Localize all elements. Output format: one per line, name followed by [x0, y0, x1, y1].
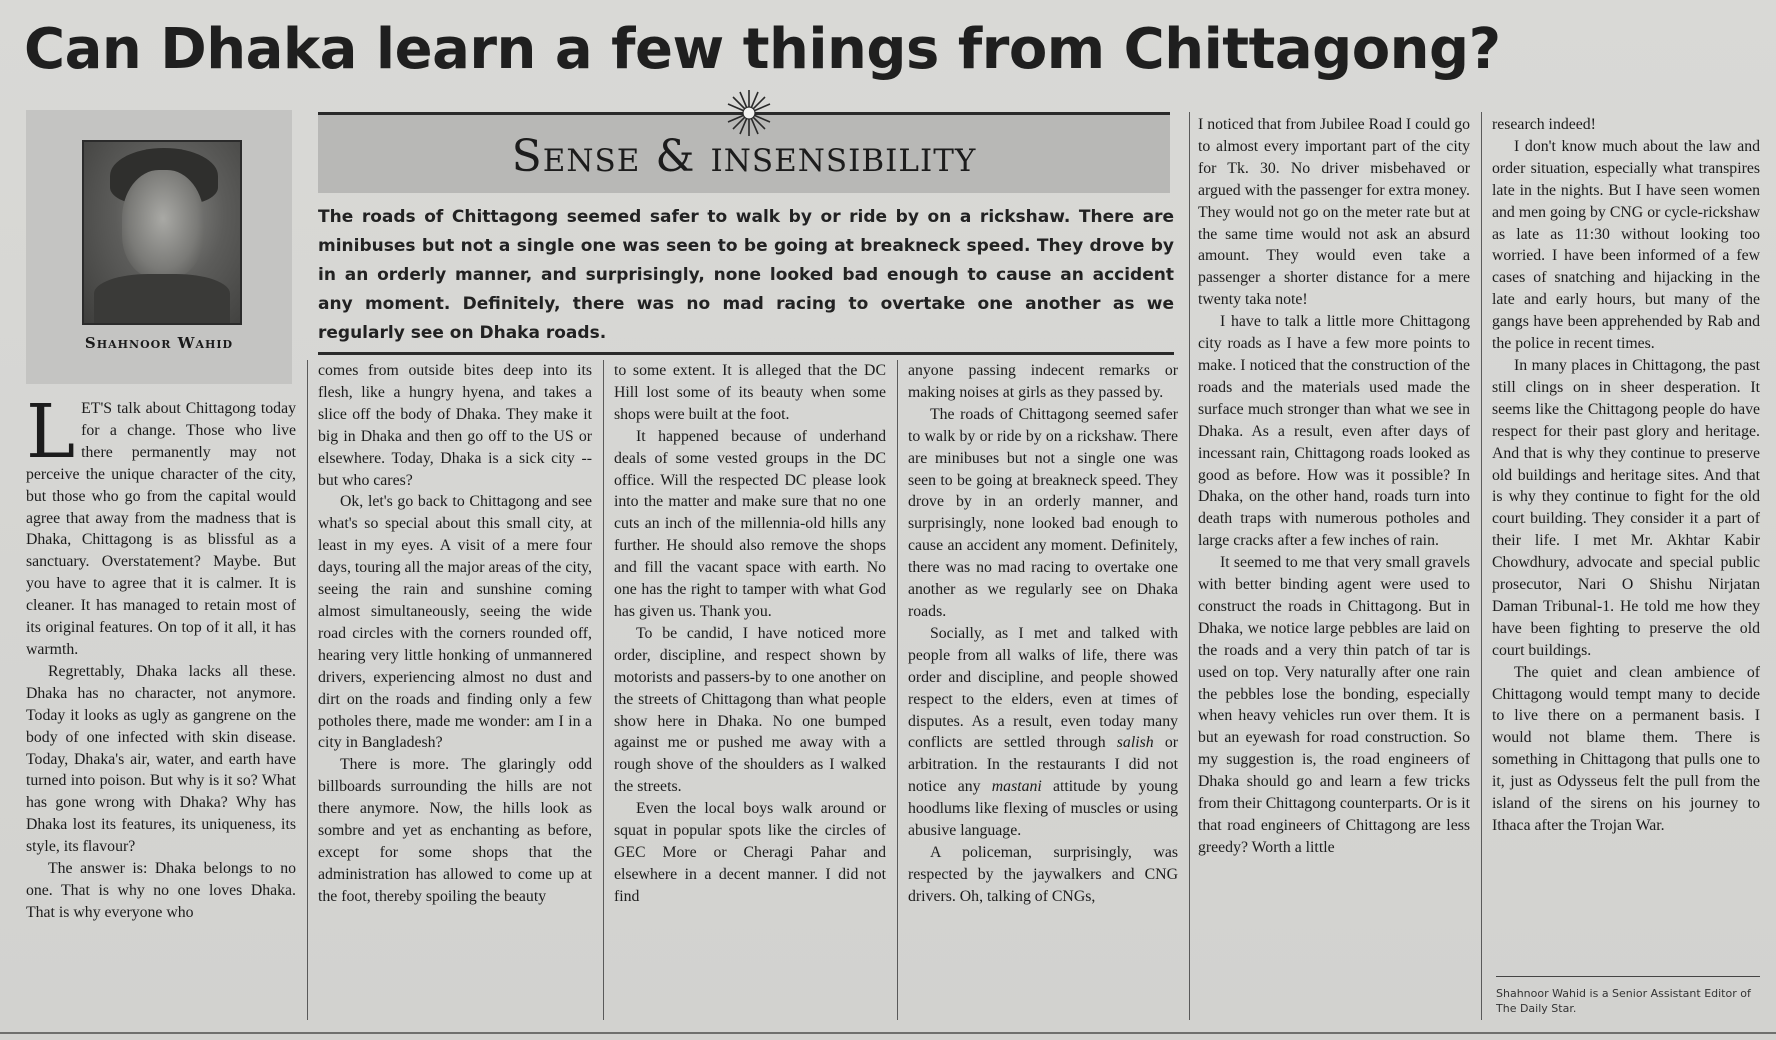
author-name: Shahnoor Wahid	[84, 334, 234, 352]
paragraph: I don't know much about the law and order situation, especially what transpires late in the nights. But I have seen women and men going by CNG or cycle-rickshaw as late as 11:30 without looking too worried. I have been informed of a few cases of snatching and hijacking in the late and early hours, but many of the gangs have been apprehended by Rab and the police in recent times.	[1492, 137, 1760, 353]
paragraph: There is more. The glaringly odd billboards surrounding the hills are not there anymore. Now, the hills look as sombre and yet as enchanting as before, except for some shops that the administration has allowed to come up at the foot, thereby spoiling the beauty	[318, 756, 592, 905]
paragraph: The roads of Chittagong seemed safer to walk by or ride by on a rickshaw. There are minibuses but not a single one was seen to be going at breakneck speed. They drove by in an orderly manner, and surprisingly, none looked bad enough to cause an accident any moment. Definitely, there was no mad racing to overtake one another as we regularly see on Dhaka roads.	[908, 405, 1178, 620]
paragraph: The quiet and clean ambience of Chittagong would tempt many to decide to live there on a permanent basis. I would not blame them. There is something in Chittagong that pulls one to it, just as Odysseus felt the pull from the island of the sirens on his journey to Ithaca after the Trojan War.	[1492, 663, 1760, 834]
drop-cap: L	[26, 389, 76, 475]
column-divider	[1189, 112, 1190, 1020]
footnote-rule	[1496, 976, 1760, 977]
column-2	[318, 360, 592, 908]
paragraph: comes from outside bites deep into its flesh, like a hungry hyena, and takes a slice off the body of Dhaka. They make it big in Dhaka and then go off to the US or elsewhere. Today, Dhaka is a sick city -- but who cares?	[318, 362, 592, 489]
paragraph: Ok, let's go back to Chittagong and see what's so special about this small city, at least in my eyes. A visit of a mere four days, touring all the major areas of the city, seeing the rain and sunshine coming almost simultaneously, seeing the wide road circles with the corners rounded off, hearing very little honking of unmannered drivers, experiencing almost no dust and dirt on the roads and finding only a few potholes there, made me wonder: am I in a city in Bangladesh?	[318, 493, 592, 752]
page-bottom-rule	[0, 1032, 1776, 1034]
paragraph: I noticed that from Jubilee Road I could go to almost every important part of the city for Tk. 30. No driver misbehaved or argued with the passenger for extra money. They would not go on the meter rate but at the same time would not ask an absurd amount. They would even take a passenger a shorter distance for a mere twenty taka note!	[1198, 116, 1470, 309]
headline: Can Dhaka learn a few things from Chittagong?	[24, 17, 1501, 82]
deck-rule	[318, 352, 1174, 355]
paragraph: to some extent. It is alleged that the DC Hill lost some of its beauty when some shops were built at the foot.	[614, 362, 886, 423]
paragraph: Socially, as I met and talked with people from all walks of life, there was order and discipline, and people showed respect to the elders, even at times of disputes. As a result, even today many conflicts are settled through salish or arbitration. In the restaurants I did not notice any mastani attitude by young hoodlums like flexing of muscles or using abusive language.	[908, 624, 1178, 840]
author-photo	[82, 140, 242, 325]
paragraph: Regrettably, Dhaka lacks all these. Dhaka has no character, not anymore. Today it looks as ugly as gangrene on the body of one infected with skin disease. Today, Dhaka's air, water, and earth have turned into poison. But why is it so? What has gone wrong with Dhaka? Why has Dhaka lost its features, its uniqueness, its style, its flavour?	[26, 662, 296, 856]
column-title: Sense & insensibility	[511, 131, 977, 182]
column-divider	[897, 360, 898, 1020]
paragraph: It seemed to me that very small gravels with better binding agent were used to construct the roads in Chittagong. But in Dhaka, we notice large pebbles are laid on the roads and a very thin patch of tar is used on top. Very naturally after one rain the pebbles lose the bonding, especially when heavy vehicles run over them. It is but an eyewash for road construction. So my suggestion is, the road engineers of Dhaka should go and learn a few tricks from their Chittagong counterparts. Or is it that road engineers of Chittagong are less greedy? Worth a little	[1198, 554, 1470, 856]
paragraph: It happened because of underhand deals of some vested groups in the DC office. Will the respected DC please look into the matter and make sure that no one cuts an inch of the millennia-old hills any further. He should also remove the shops and fill the vacant space with earth. No one has the right to tamper with what God has given us. Thank you.	[614, 427, 886, 620]
author-footnote: Shahnoor Wahid is a Senior Assistant Editor of The Daily Star.	[1496, 987, 1751, 1015]
column-3	[614, 360, 886, 908]
paragraph: I have to talk a little more Chittagong city roads as I have a few more points to make. I noticed that the construction of the roads and the materials used made the surface much stronger than what we see in Dhaka. As a result, even after days of incessant rain, Chittagong roads looked as good as before. How was it possible? In Dhaka, on the other hand, roads turn into death traps with numerous potholes and large cracks after a few inches of rain.	[1198, 313, 1470, 550]
star-burst-icon	[724, 88, 774, 138]
column-5	[1198, 114, 1470, 859]
paragraph: To be candid, I have noticed more order, discipline, and respect shown by motorists and passers-by to one another on the streets of Chittagong than what people show here in Dhaka. No one bumped against me or pushed me away with a rough shove of the shoulders as I walked the streets.	[614, 624, 886, 796]
paragraph: ET'S talk about Chittagong today for a change. Those who live there permanently may not perceive the unique character of the city, but those who go from the capital would agree that away from the madness that is Dhaka, Chittagong is as blissful as a sanctuary. Overstatement? Maybe. But you have to agree that it is calmer. It is cleaner. It has managed to retain most of its original features. On top of it all, it has warmth.	[26, 400, 296, 658]
paragraph: The answer is: Dhaka belongs to no one. That is why no one loves Dhaka. That is why everyone who	[26, 860, 296, 921]
column-4	[908, 360, 1178, 908]
paragraph: anyone passing indecent remarks or making noises at girls as they passed by.	[908, 362, 1178, 401]
author-box	[26, 110, 292, 384]
column-divider	[603, 360, 604, 1020]
paragraph: Even the local boys walk around or squat in popular spots like the circles of GEC More or Cheragi Pahar and elsewhere in a decent manner. I did not find	[614, 800, 886, 905]
column-6	[1492, 114, 1760, 837]
paragraph: research indeed!	[1492, 116, 1596, 133]
column-divider	[307, 360, 308, 1020]
paragraph: In many places in Chittagong, the past still clings on in sheer desperation. It seems like the Chittagong people do have respect for their past glory and heritage. And that is why they continue to preserve old buildings and heritage sites. And that is why they continue to fight for the old court building. They consider it a part of their life. I met Mr. Akhtar Kabir Chowdhury, advocate and special public prosecutor, Nari O Shishu Nirjatan Daman Tribunal-1. He told me how they have been fighting to preserve the old court buildings.	[1492, 356, 1760, 659]
deck: The roads of Chittagong seemed safer to walk by or ride by on a rickshaw. There are minibuses but not a single one was seen to be going at breakneck speed. They drove by in an orderly manner, and surprisingly, none looked bad enough to cause an accident any moment. Definitely, there was no mad racing to overtake one another as we regularly see on Dhaka roads.	[318, 207, 1174, 343]
paragraph: A policeman, surprisingly, was respected by the jaywalkers and CNG drivers. Oh, talking of CNGs,	[908, 843, 1178, 905]
column-divider	[1481, 112, 1482, 1020]
column-1	[26, 389, 296, 924]
